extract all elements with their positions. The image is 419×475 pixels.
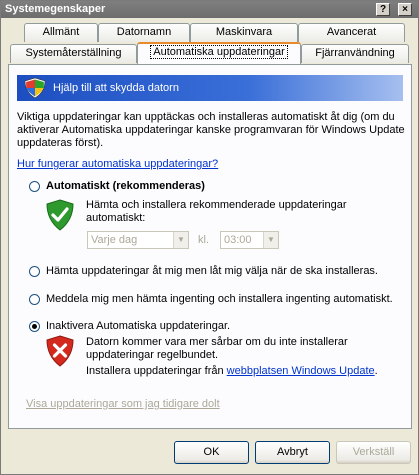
red-shield-x-icon xyxy=(45,335,75,367)
tab-datornamn[interactable]: Datornamn xyxy=(98,23,190,42)
ok-button[interactable]: OK xyxy=(174,441,249,464)
disable-desc: Datorn kommer vara mer sårbar om du inte installerar uppdateringar regelbundet. xyxy=(86,336,348,361)
tab-allmant[interactable]: Allmänt xyxy=(24,23,98,42)
tab-active-label: Automatiska uppdateringar xyxy=(150,45,287,59)
tab-systematerstallning[interactable]: Systemåterställning xyxy=(10,44,137,63)
radio-notify[interactable] xyxy=(29,294,40,305)
disable-label[interactable]: Inaktivera Automatiska uppdateringar. xyxy=(46,320,231,332)
title-bar xyxy=(1,1,418,18)
tab-fjarranvandning[interactable]: Fjärranvändning xyxy=(301,44,409,63)
security-shield-icon xyxy=(23,77,47,99)
install-suffix: . xyxy=(374,365,378,377)
apply-button[interactable]: Verkställ xyxy=(336,441,411,464)
how-it-works-link[interactable]: Hur fungerar automatiska uppdateringar? xyxy=(17,158,219,170)
day-select-value: Varje dag xyxy=(91,234,138,246)
window-title: Systemegenskaper xyxy=(5,3,106,15)
close-button[interactable]: × xyxy=(398,3,412,16)
banner-text: Hjälp till att skydda datorn xyxy=(53,82,179,94)
chevron-down-icon: ▼ xyxy=(173,232,188,248)
install-text xyxy=(86,365,406,378)
automatic-label[interactable]: Automatiskt (rekommenderas) xyxy=(46,180,205,192)
radio-disable[interactable] xyxy=(29,321,40,332)
tab-avancerat[interactable]: Avancerat xyxy=(298,23,405,42)
tab-maskinvara[interactable]: Maskinvara xyxy=(190,23,298,42)
cancel-button[interactable]: Avbryt xyxy=(255,441,330,464)
help-button[interactable]: ? xyxy=(376,3,390,16)
time-at-label: kl. xyxy=(198,234,209,246)
radio-download[interactable] xyxy=(29,266,40,277)
chevron-down-icon: ▼ xyxy=(263,232,278,248)
banner xyxy=(17,75,403,101)
automatic-desc: Hämta och installera rekommenderade uppdateringar automatiskt: xyxy=(86,199,347,224)
download-label[interactable]: Hämta uppdateringar åt mig men låt mig välja när de ska installeras. xyxy=(46,265,378,277)
tab-automatiska-uppdateringar[interactable] xyxy=(137,42,301,64)
radio-automatic[interactable] xyxy=(29,181,40,192)
windows-update-link[interactable]: webbplatsen Windows Update xyxy=(226,365,375,377)
show-hidden-updates-link[interactable]: Visa uppdateringar som jag tidigare dolt xyxy=(26,398,220,410)
tab-panel xyxy=(8,64,412,429)
time-select-value: 03:00 xyxy=(224,234,252,246)
time-select[interactable] xyxy=(220,231,279,249)
intro-text: Viktiga uppdateringar kan upptäckas och installeras automatiskt åt dig (om du aktiverar Automatiska uppdateringar kanske programvaran för Windows Update uppdateras först). xyxy=(17,111,405,149)
notify-label[interactable]: Meddela mig men hämta ingenting och installera ingenting automatiskt. xyxy=(46,293,393,305)
green-shield-check-icon xyxy=(45,199,75,231)
day-select[interactable] xyxy=(87,231,189,249)
install-prefix: Installera uppdateringar från xyxy=(86,365,227,377)
